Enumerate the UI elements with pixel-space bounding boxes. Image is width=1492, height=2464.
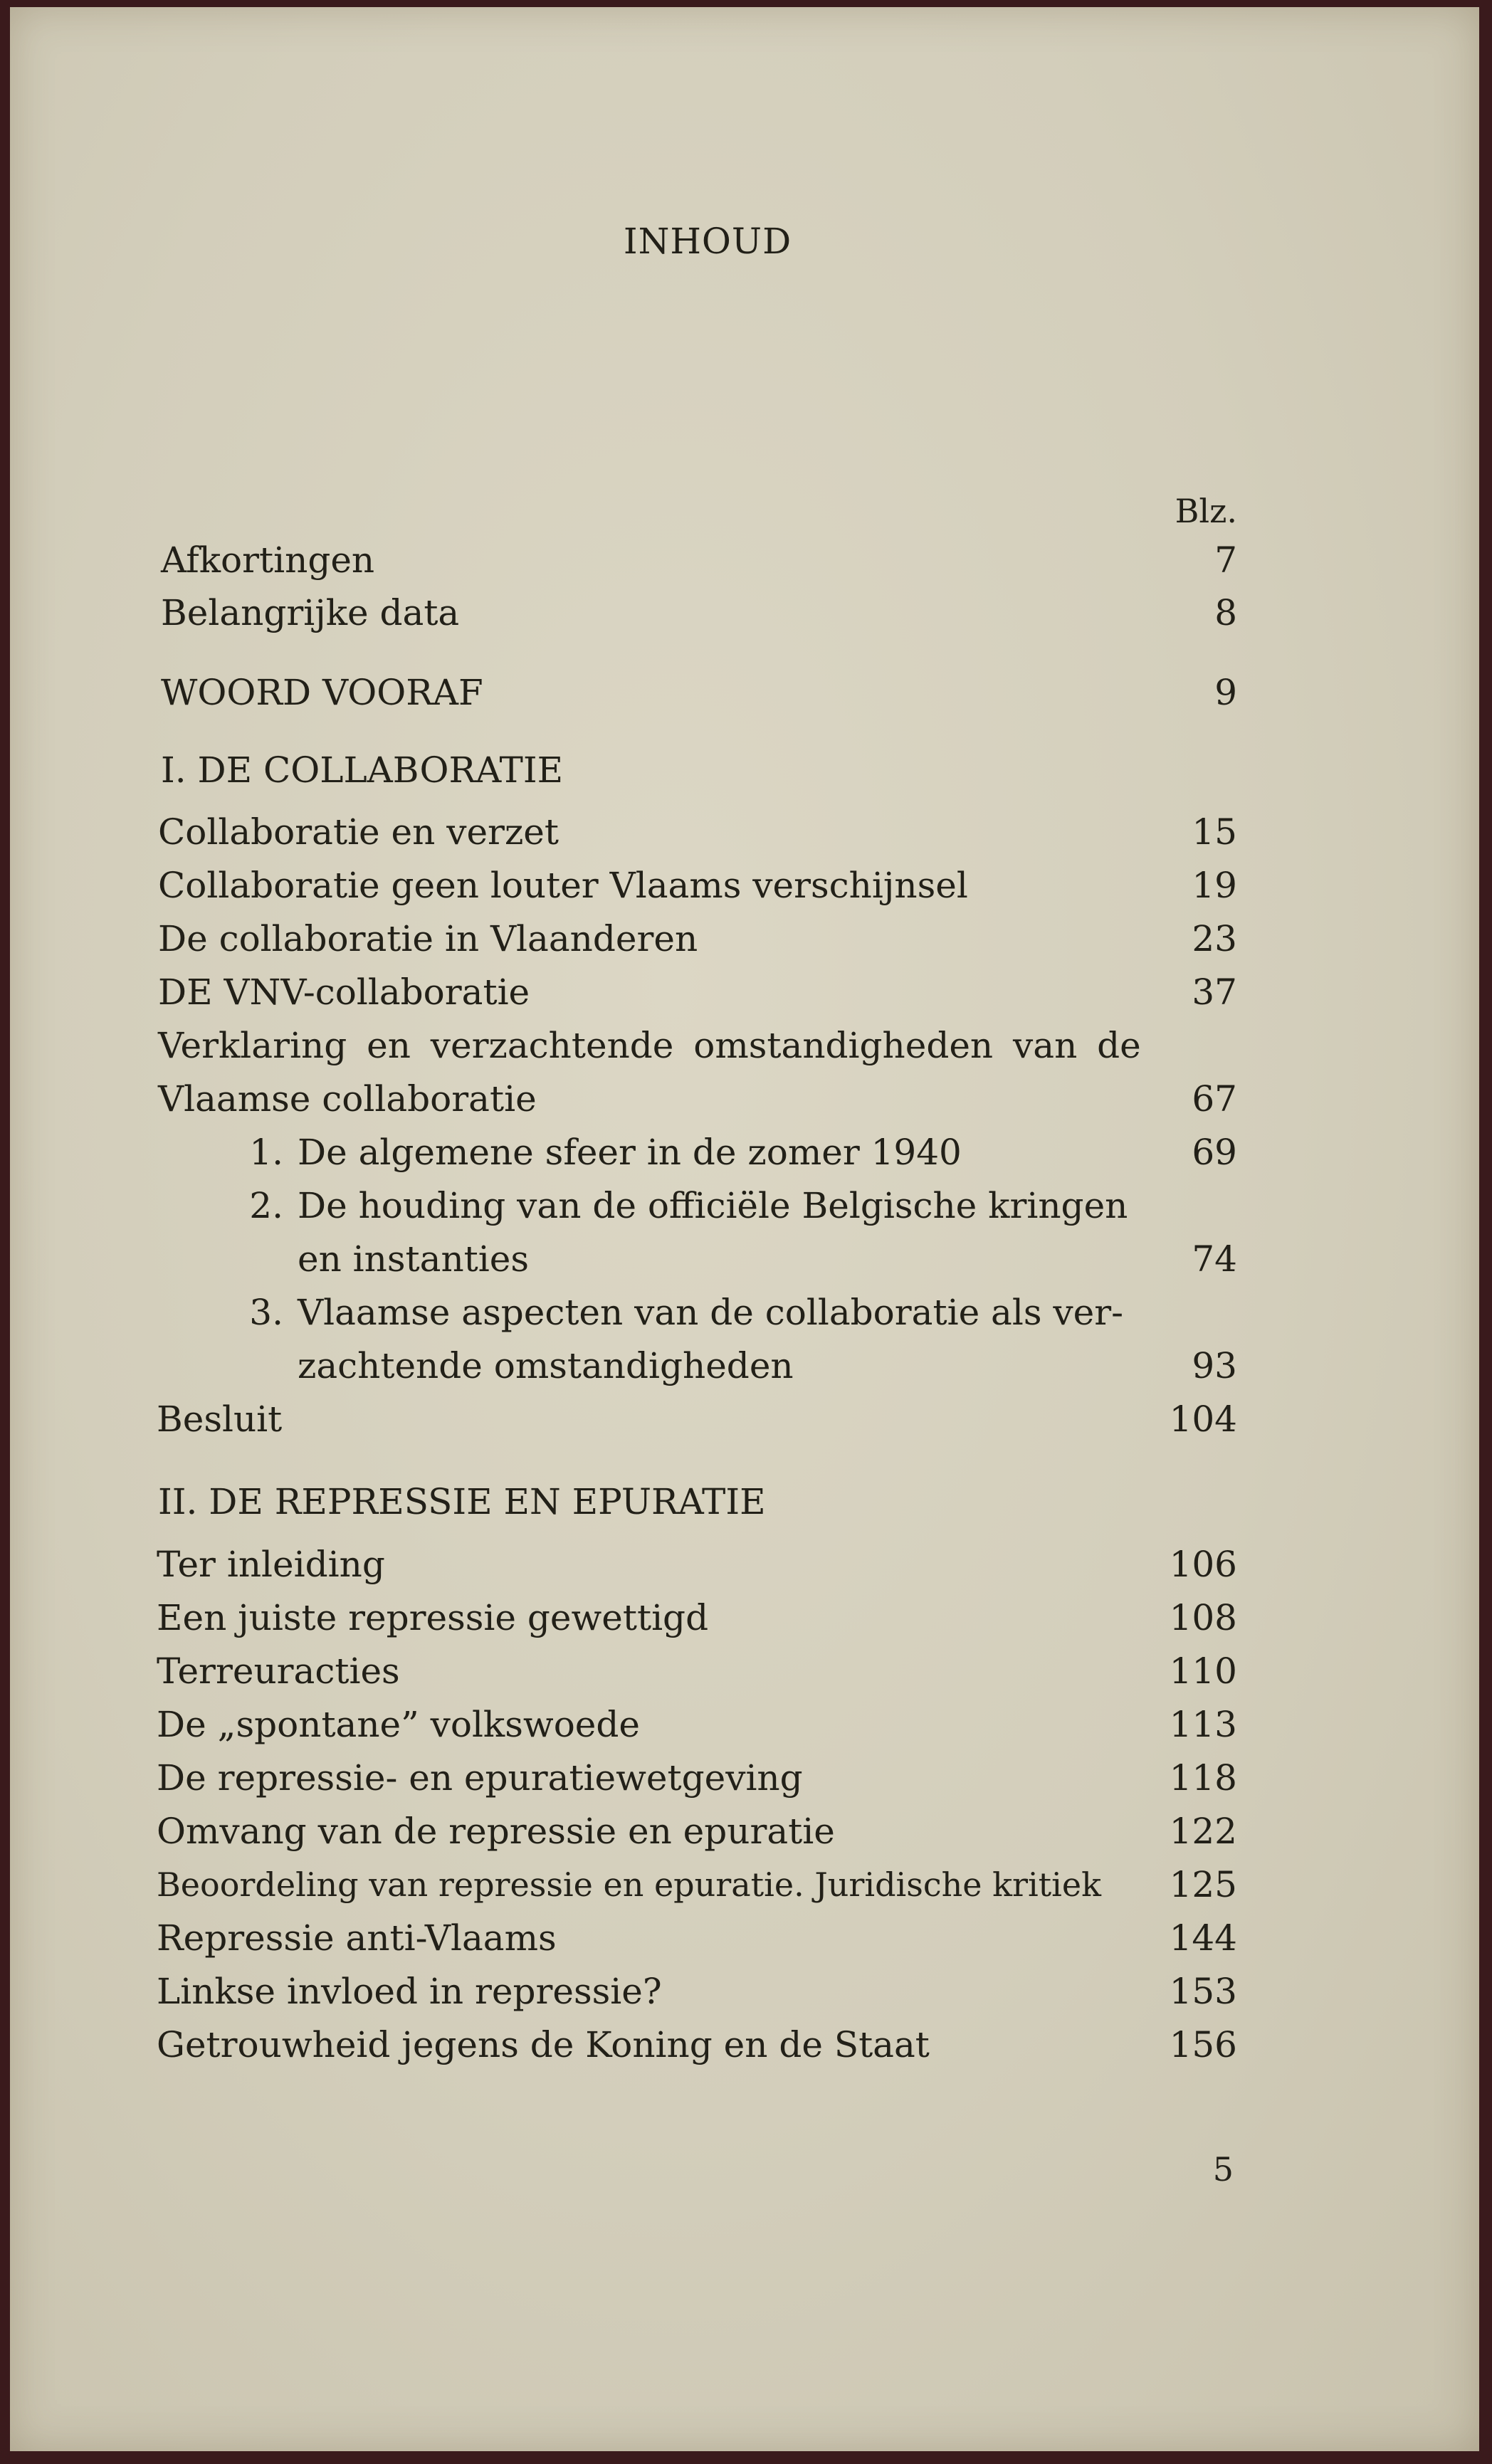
toc-entry-label: Belangrijke data (161, 592, 460, 633)
toc-entry (10, 1591, 1479, 1645)
toc-entry-label: Terreuracties (157, 1650, 400, 1692)
toc-entry (10, 1751, 1479, 1805)
toc-entry (10, 805, 1479, 859)
toc-entry (10, 1644, 1479, 1698)
toc-entry-label: DE VNV-collaboratie (158, 972, 530, 1013)
toc-entry-label: Besluit (157, 1399, 283, 1440)
section-heading: I. DE COLLABORATIE (161, 749, 564, 791)
toc-entry-label: Ter inleiding (157, 1544, 385, 1585)
toc-subentry-number: 1. (249, 1132, 283, 1173)
toc-entry-label: Een juiste repressie gewettigd (157, 1597, 709, 1638)
toc-entry (10, 1392, 1479, 1446)
toc-subentry (10, 1285, 1479, 1339)
toc-entry-foreword (10, 665, 1479, 720)
toc-entry (10, 965, 1479, 1019)
toc-entry-long-line1 (10, 1018, 1479, 1073)
toc-subentry-number: 2. (249, 1185, 283, 1226)
toc-entry-page: 67 (1192, 1078, 1237, 1120)
toc-entry-label: De repressie- en epuratiewetgeving (157, 1757, 803, 1799)
toc-entry-label: Repressie anti-Vlaams (157, 1917, 557, 1959)
book-page (10, 7, 1479, 2451)
toc-entry-page: 106 (1169, 1544, 1237, 1585)
toc-subentry-number: 3. (249, 1292, 283, 1333)
toc-entry (10, 1858, 1479, 1912)
toc-entry-label: Afkortingen (161, 539, 375, 581)
toc-entry-page: 108 (1169, 1597, 1237, 1638)
toc-entry-page: 69 (1192, 1132, 1237, 1173)
toc-entry-page: 156 (1169, 2024, 1237, 2065)
section-heading-part2 (10, 1475, 1479, 1529)
section-heading: II. DE REPRESSIE EN EPURATIE (158, 1481, 766, 1522)
toc-entry-label: Linkse invloed in repressie? (157, 1971, 662, 2012)
toc-entry-page: 153 (1169, 1971, 1237, 2012)
toc-entry-label: De „spontane” volkswoede (157, 1704, 640, 1745)
toc-entry-label: Collaboratie geen louter Vlaams verschijnsel (158, 865, 968, 906)
toc-entry-label: WOORD VOORAF (161, 672, 483, 713)
toc-entry-page: 74 (1192, 1238, 1237, 1280)
page-column-header: Blz. (1175, 492, 1237, 530)
toc-entry-page: 122 (1169, 1811, 1237, 1852)
toc-entry-label: Beoordeling van repressie en epuratie. Juridische kritiek (157, 1865, 1101, 1904)
toc-entry-long-line2 (10, 1072, 1479, 1126)
toc-subentry-label: Vlaamse aspecten van de collaboratie als ver- (298, 1292, 1124, 1333)
toc-entry-page: 118 (1169, 1757, 1237, 1799)
toc-entry-page: 37 (1192, 972, 1237, 1013)
toc-entry (10, 912, 1479, 966)
toc-subentry-label: en instanties (298, 1238, 529, 1280)
toc-subentry-label: De algemene sfeer in de zomer 1940 (298, 1132, 962, 1173)
toc-entry-label: Getrouwheid jegens de Koning en de Staat (157, 2024, 930, 2065)
toc-subentry (10, 1125, 1479, 1179)
toc-subentry-label: zachtende omstandigheden (298, 1345, 794, 1386)
toc-entry-page: 7 (1214, 539, 1237, 581)
toc-entry-label: Collaboratie en verzet (158, 811, 559, 853)
toc-entry (10, 2018, 1479, 2072)
toc-entry-label: Verklaring en verzachtende omstandigheden van de (158, 1025, 1141, 1066)
toc-subentry (10, 1179, 1479, 1233)
toc-entry (10, 586, 1479, 640)
toc-entry-page: 93 (1192, 1345, 1237, 1386)
toc-entry (10, 858, 1479, 912)
toc-subentry-continued (10, 1339, 1479, 1393)
toc-entry (10, 1697, 1479, 1752)
toc-entry-page: 125 (1169, 1864, 1237, 1905)
toc-entry-page: 15 (1192, 811, 1237, 853)
toc-entry (10, 1911, 1479, 1965)
toc-entry-page: 8 (1214, 592, 1237, 633)
toc-entry-page: 113 (1169, 1704, 1237, 1745)
toc-subentry-label: De houding van de officiële Belgische kringen (298, 1185, 1128, 1226)
toc-entry-page: 104 (1169, 1399, 1237, 1440)
toc-entry-label: Vlaamse collaboratie (158, 1078, 537, 1120)
toc-entry-page: 9 (1214, 672, 1237, 713)
toc-entry-label: Omvang van de repressie en epuratie (157, 1811, 835, 1852)
page-number: 5 (1212, 2150, 1234, 2189)
toc-entry (10, 1537, 1479, 1591)
toc-entry-label: De collaboratie in Vlaanderen (158, 918, 698, 959)
toc-entry-page: 23 (1192, 918, 1237, 959)
toc-entry-page: 19 (1192, 865, 1237, 906)
toc-entry-page: 144 (1169, 1917, 1237, 1959)
toc-entry (10, 1804, 1479, 1858)
toc-entry-page: 110 (1169, 1650, 1237, 1692)
page-title: INHOUD (623, 221, 792, 262)
toc-subentry-continued (10, 1232, 1479, 1286)
toc-entry (10, 533, 1479, 587)
section-heading-part1 (10, 743, 1479, 797)
toc-entry (10, 1964, 1479, 2018)
